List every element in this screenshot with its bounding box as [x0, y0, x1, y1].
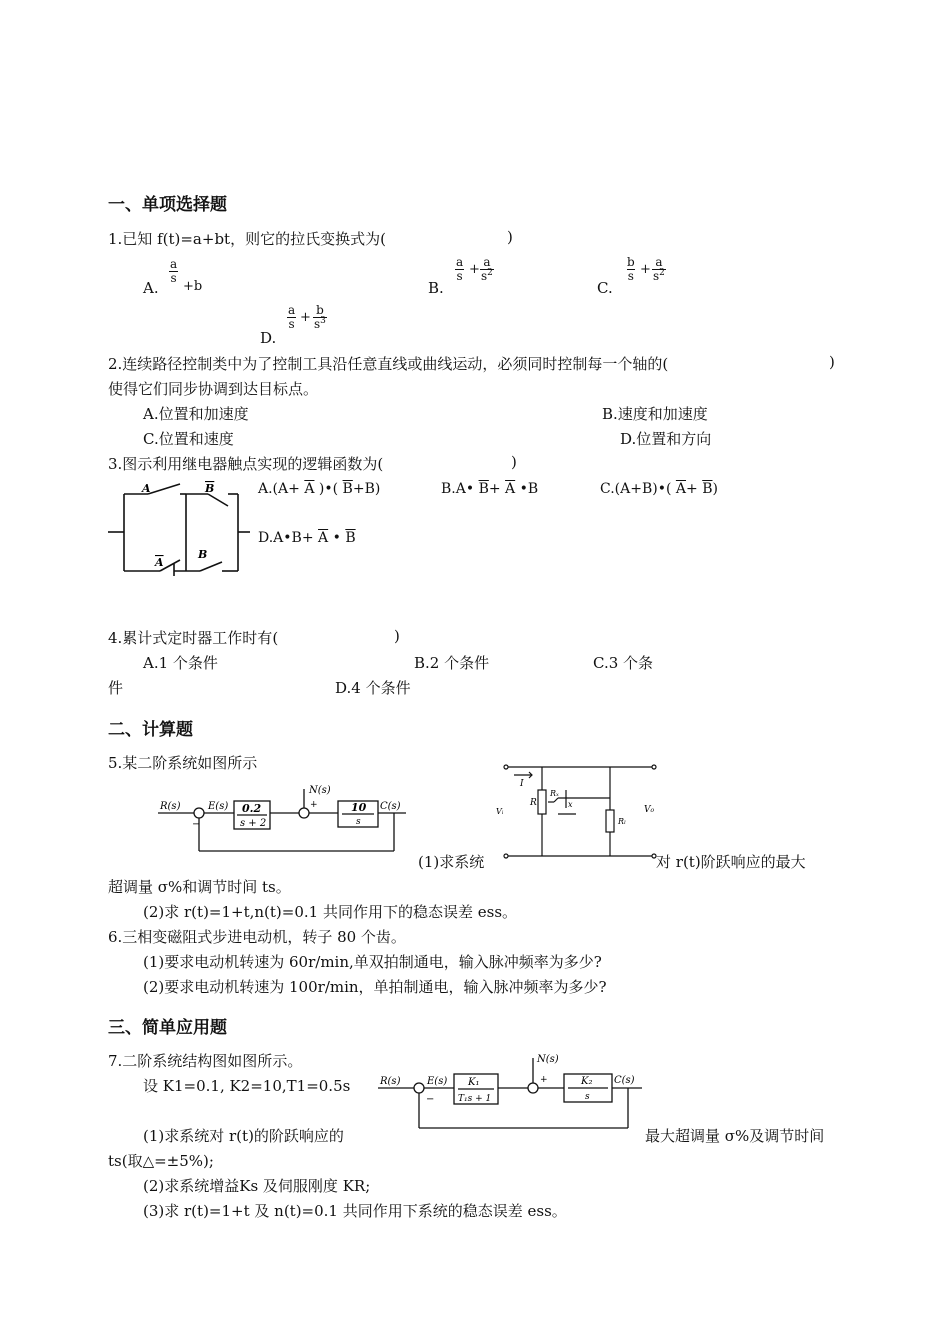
contact-b-bar-label: B	[205, 482, 215, 495]
question-5-part1-line2: 超调量 σ%和调节时间 ts。	[108, 878, 291, 896]
section-heading-application: 三、简单应用题	[108, 1018, 227, 1038]
q5-g2-den: s	[356, 817, 361, 827]
circuit-rx-label: Rₓ	[550, 789, 559, 798]
q7-g2-num: K₂	[581, 1076, 593, 1087]
option-1d-fraction2: $\frac{b}{s^3}$	[314, 303, 326, 331]
q7-g1-num: K₁	[468, 1077, 480, 1088]
q7-c-label: C(s)	[614, 1075, 635, 1086]
question-7-given: 设 K1=0.1, K2=10,T1=0.5s	[143, 1077, 351, 1095]
q7-e-label: E(s)	[427, 1076, 448, 1087]
question-4-stem: 4.累计式定时器工作时有(	[108, 629, 279, 647]
question-5-part2: (2)求 r(t)=1+t,n(t)=0.1 共同作用下的稳态误差 ess。	[143, 903, 518, 921]
q7-g2-den: s	[585, 1092, 590, 1102]
contact-b-label: B	[198, 548, 208, 561]
q5-c-label: C(s)	[380, 801, 401, 812]
q5-n-label: N(s)	[309, 785, 331, 796]
question-7-stem: 7.二阶系统结构图如图所示。	[108, 1052, 303, 1070]
question-1-paren: )	[507, 228, 513, 246]
question-4-paren: )	[394, 627, 400, 645]
circuit-current-label: I	[520, 779, 524, 789]
option-4c-wrap: 件	[108, 679, 124, 697]
option-4d: D.4 个条件	[335, 679, 411, 697]
circuit-x-label: x	[568, 800, 573, 809]
option-1a-label: A.	[143, 279, 159, 297]
q5-g1-num: 0.2	[242, 802, 262, 815]
question-7-part1-start: (1)求系统对 r(t)的阶跃响应的	[143, 1127, 344, 1145]
option-1d-label: D.	[260, 329, 277, 347]
question-7-part1-line2: ts(取△=±5%);	[108, 1152, 214, 1170]
option-1d-plus: +	[300, 310, 311, 325]
question-7-part1-end: 最大超调量 σ%及调节时间	[645, 1127, 825, 1145]
circuit-rl-label: Rₗ	[618, 817, 626, 826]
question-5-stem: 5.某二阶系统如图所示	[108, 754, 258, 772]
contact-a-bar-label: A	[155, 556, 164, 569]
q7-minus-sign: −	[426, 1094, 435, 1105]
option-4c: C.3 个条	[593, 654, 654, 672]
option-3c: C.(A+B)•( $\overline{A}+ \overline{B}$)	[600, 481, 718, 497]
q5-e-label: E(s)	[208, 801, 229, 812]
option-1d-fraction1: $\frac{a}{s}$	[288, 303, 296, 331]
question-2-paren: )	[829, 353, 835, 371]
question-3-stem: 3.图示利用继电器触点实现的逻辑函数为(	[108, 455, 384, 473]
option-2a: A.位置和加速度	[143, 405, 249, 423]
q5-g1-den: s + 2	[240, 818, 267, 829]
option-4a: A.1 个条件	[143, 654, 218, 672]
option-1a-fraction: $\frac{a}{s}$	[170, 257, 178, 285]
q7-plus-sign: +	[540, 1075, 548, 1085]
block-diagram-q5	[158, 783, 408, 858]
question-2-stem-line2: 使得它们同步协调到达目标点。	[108, 380, 319, 398]
option-3a: $A.(A+ \overline{A}$ )•( $\overline{B}+B$)	[258, 481, 381, 497]
option-3b: B.A• $\overline{B}+ \overline{A}$ •B	[441, 481, 539, 497]
question-7-part3: (3)求 r(t)=1+t 及 n(t)=0.1 共同作用下系统的稳态误差 ess。	[143, 1202, 567, 1220]
option-1a-tail: +b	[183, 279, 203, 294]
question-7-part2: (2)求系统增益Ks 及伺服刚度 KR;	[143, 1177, 371, 1195]
potentiometer-circuit	[492, 760, 667, 860]
q5-r-label: R(s)	[160, 801, 181, 812]
option-1c-fraction1: $\frac{b}{s}$	[627, 255, 635, 283]
circuit-vo-label: V₀	[644, 805, 655, 815]
option-3d: D.A•B+ $\overline{A}$ • $\overline{B}$	[258, 530, 356, 546]
q7-n-label: N(s)	[537, 1054, 559, 1065]
relay-contact-diagram	[108, 476, 250, 586]
question-5-part1-start: (1)求系统	[418, 853, 485, 871]
question-1-stem: 1.已知 f(t)=a+bt，则它的拉氏变换式为(	[108, 230, 386, 248]
option-1c-fraction2: $\frac{a}{s^2}$	[653, 255, 665, 283]
contact-a-label: A	[142, 482, 151, 495]
block-diagram-q7	[378, 1050, 646, 1134]
question-5-part1-end: 对 r(t)阶跃响应的最大	[656, 853, 806, 871]
question-6-part2: (2)要求电动机转速为 100r/min，单拍制通电，输入脉冲频率为多少?	[143, 978, 607, 996]
option-1c-plus: +	[640, 262, 651, 277]
q5-minus-sign: −	[192, 819, 201, 830]
option-1b-fraction2: $\frac{a}{s^2}$	[481, 255, 493, 283]
circuit-vi-label: Vᵢ	[496, 807, 504, 816]
question-6-part1: (1)要求电动机转速为 60r/min,单双拍制通电，输入脉冲频率为多少?	[143, 953, 602, 971]
option-1b-fraction1: $\frac{a}{s}$	[456, 255, 464, 283]
section-heading-calculation: 二、计算题	[108, 720, 193, 740]
option-1c-label: C.	[597, 279, 613, 297]
question-6-stem: 6.三相变磁阻式步进电动机，转子 80 个齿。	[108, 928, 406, 946]
option-1b-label: B.	[428, 279, 444, 297]
question-3-paren: )	[511, 453, 517, 471]
section-heading-single-choice: 一、单项选择题	[108, 195, 227, 215]
question-2-stem: 2.连续路径控制类中为了控制工具沿任意直线或曲线运动，必须同时控制每一个轴的(	[108, 355, 669, 373]
q7-r-label: R(s)	[380, 1076, 401, 1087]
q5-plus-sign: +	[310, 800, 318, 810]
option-1b-plus: +	[469, 262, 480, 277]
option-2c: C.位置和速度	[143, 430, 234, 448]
option-4b: B.2 个条件	[414, 654, 490, 672]
option-2d: D.位置和方向	[620, 430, 712, 448]
option-2b: B.速度和加速度	[602, 405, 708, 423]
q7-g1-den: T₁s + 1	[458, 1094, 492, 1104]
circuit-r-label: R	[530, 798, 537, 808]
q5-g2-num: 10	[351, 801, 367, 814]
